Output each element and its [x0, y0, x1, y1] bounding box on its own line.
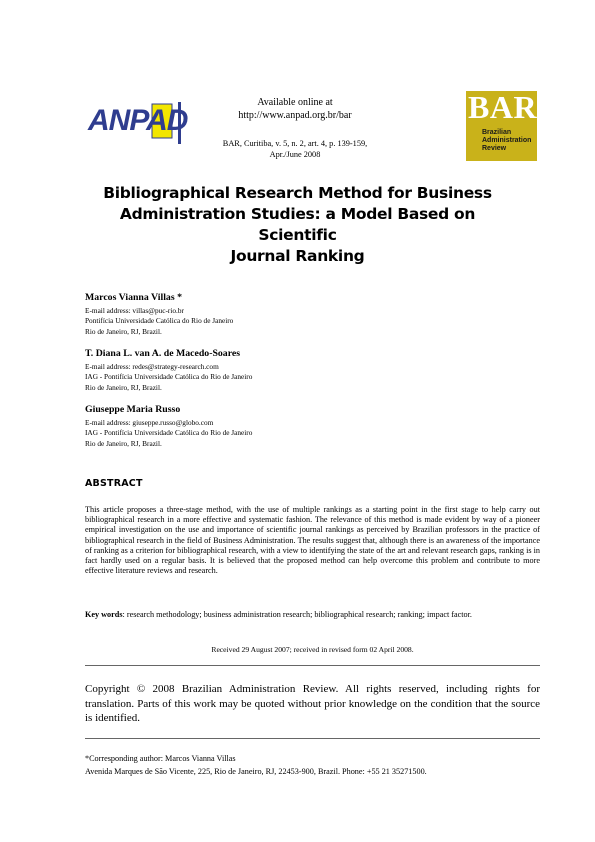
keywords-text: : research methodology; business administration research; bibliographical research; ranking; impact factor.	[122, 610, 472, 619]
citation-line-1: BAR, Curitiba, v. 5, n. 2, art. 4, p. 139-159,	[222, 139, 368, 148]
title-line-3: Journal Ranking	[230, 247, 365, 265]
keywords-label: Key words	[85, 610, 123, 619]
bar-logo-text: BAR	[468, 89, 538, 125]
author-email-2[interactable]: E-mail address: redes@strategy-research.com	[85, 362, 219, 371]
citation	[210, 138, 380, 160]
anpad-logo	[86, 100, 186, 146]
title-line-2: Administration Studies: a Model Based on Scientific	[119, 205, 476, 244]
bar-logo-subtitle	[482, 129, 531, 153]
author-email-1[interactable]: E-mail address: villas@puc-rio.br	[85, 306, 184, 315]
author-location-1: Rio de Janeiro, RJ, Brazil.	[85, 326, 162, 336]
author-name-2: T. Diana L. van A. de Macedo-Soares	[85, 348, 241, 359]
title-line-1: Bibliographical Research Method for Business	[103, 184, 492, 202]
received-dates: Received 29 August 2007; received in revised form 02 April 2008.	[211, 645, 414, 654]
author-affiliation-1	[85, 306, 233, 337]
divider-bottom	[85, 738, 540, 739]
author-affiliation-2	[85, 362, 252, 393]
footnote-line-2: Avenida Marques de São Vicente, 225, Rio de Janeiro, RJ, 22453-900, Brazil. Phone: +55 21 35271500.	[85, 767, 427, 776]
author-name-3: Giuseppe Maria Russo	[85, 404, 181, 415]
available-label: Available online at	[257, 97, 333, 108]
author-institution-3: IAG - Pontifícia Universidade Católica do Rio de Janeiro	[85, 428, 253, 438]
bar-logo	[466, 91, 537, 161]
anpad-logo-text: ANPAD	[88, 104, 188, 137]
abstract-body: This article proposes a three-stage method, with the use of multiple rankings as a starting point in the first stage to help carry out bibliographical research in a more effective and systematic fashion. The relevance of this method is made evident by way of a pioneer empirical investigation on the use and importance of scientific journal rankings as perceived by Brazilian professors in the practice of bibliographical research in the field of Business Administration. The results suggest that, although there is an awareness of the importance of ranking as a criterion for bibliographical research, with a view to identifying the state of the art and relevant research gaps, ranking is in fact hardly used on a regular basis. It is believed that the proposed method can help overcome this problem and contribute to more effective literature reviews and research.	[85, 505, 540, 576]
citation-line-2: Apr./June 2008	[269, 150, 321, 159]
bar-sub-2: Administration	[482, 137, 532, 144]
bar-sub-3: Review	[482, 145, 507, 152]
author-email-3[interactable]: E-mail address: giuseppe.russo@globo.com	[85, 418, 214, 427]
author-affiliation-3	[85, 418, 252, 449]
footnote-line-1: *Corresponding author: Marcos Vianna Villas	[85, 754, 236, 763]
author-location-2: Rio de Janeiro, RJ, Brazil.	[85, 382, 162, 392]
author-name-1: Marcos Vianna Villas *	[85, 292, 182, 303]
bar-sub-1: Brazilian	[482, 129, 512, 136]
paper-title	[100, 183, 495, 267]
author-institution-1: Pontifícia Universidade Católica do Rio de Janeiro	[85, 316, 234, 326]
author-location-3: Rio de Janeiro, RJ, Brazil.	[85, 438, 162, 448]
copyright-notice: Copyright © 2008 Brazilian Administration Review. All rights reserved, including rights for translation. Parts of this work may be quoted without prior knowledge on the condition that the source is identified.	[85, 683, 540, 724]
keywords	[85, 610, 540, 620]
corresponding-author-footnote	[85, 752, 540, 778]
divider-top	[85, 665, 540, 666]
journal-url[interactable]: http://www.anpad.org.br/bar	[238, 109, 352, 121]
abstract-heading: ABSTRACT	[85, 478, 143, 489]
author-institution-2: IAG - Pontifícia Universidade Católica do Rio de Janeiro	[85, 372, 253, 382]
available-online	[210, 97, 380, 122]
